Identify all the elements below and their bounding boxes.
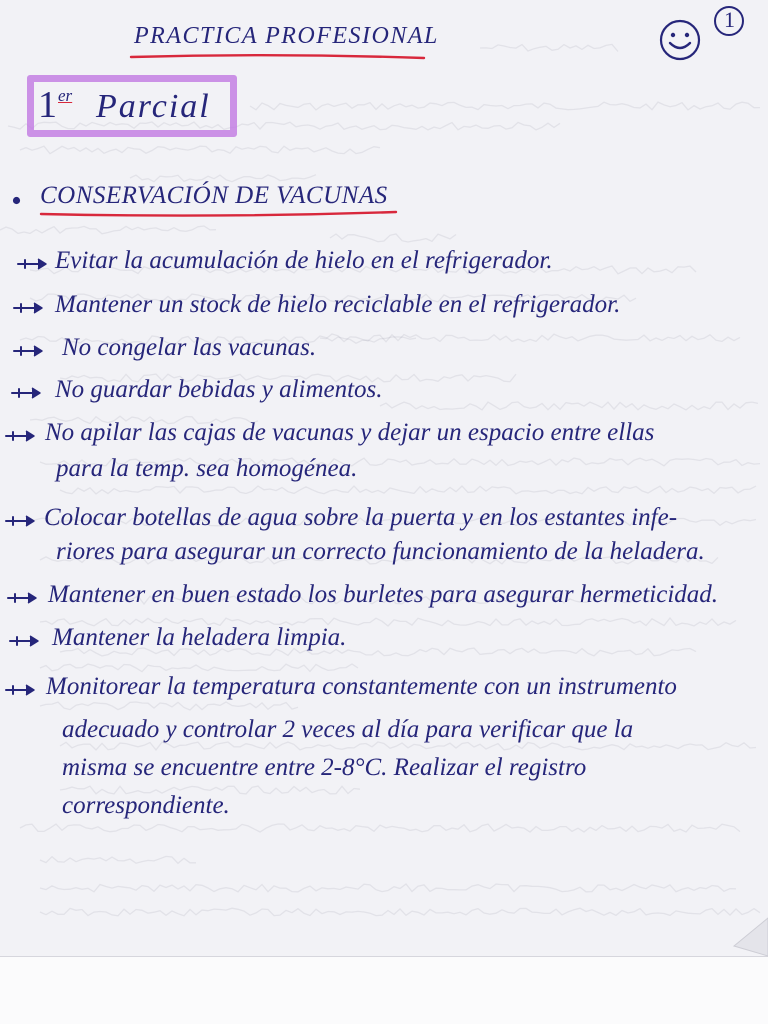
bleed-through-stroke — [250, 102, 760, 110]
section-label: Parcial — [96, 88, 211, 125]
bleed-through-stroke — [130, 175, 316, 182]
topic-underline — [38, 206, 400, 222]
note-line: Evitar la acumulación de hielo en el refrigerador. — [55, 247, 553, 274]
note-line: No apilar las cajas de vacunas y dejar un espacio entre ellas — [45, 419, 655, 446]
note-line: correspondiente. — [62, 792, 230, 819]
arrow-right-icon — [12, 300, 46, 316]
page-number: 1 — [724, 7, 735, 32]
note-line: Mantener en buen estado los burletes para asegurar hermeticidad. — [48, 581, 719, 608]
bleed-through-stroke — [320, 334, 740, 342]
bleed-through-stroke — [380, 402, 758, 410]
section-number: 1 — [38, 84, 57, 126]
bleed-through-stroke — [330, 234, 456, 242]
folded-corner — [700, 900, 768, 960]
bullet-dot-icon — [12, 196, 21, 205]
note-line: adecuado y controlar 2 veces al día para verificar que la — [62, 716, 634, 743]
arrow-right-icon — [16, 256, 50, 272]
note-line: riores para asegurar un correcto funcionamiento de la heladera. — [56, 538, 705, 565]
note-line: para la temp. sea homogénea. — [56, 455, 358, 482]
bleed-through-stroke — [40, 664, 358, 672]
bleed-through-stroke — [20, 824, 740, 832]
arrow-right-icon — [4, 682, 38, 698]
note-line: No guardar bebidas y alimentos. — [55, 376, 383, 403]
bleed-through-stroke — [20, 146, 380, 154]
note-line: Monitorear la temperatura constantemente con un instrumento — [46, 673, 677, 700]
section-number-suffix: er — [58, 86, 73, 105]
title-underline — [128, 48, 428, 64]
arrow-right-icon — [4, 513, 38, 529]
page-title: PRACTICA PROFESIONAL — [134, 23, 439, 49]
smiley-face-icon — [656, 16, 704, 64]
arrow-right-icon — [8, 633, 42, 649]
arrow-right-icon — [12, 343, 46, 359]
note-line: No congelar las vacunas. — [62, 334, 317, 361]
topic-heading: CONSERVACIÓN DE VACUNAS — [40, 182, 388, 209]
bleed-through-stroke — [40, 908, 760, 916]
arrow-right-icon — [4, 428, 38, 444]
arrow-right-icon — [10, 385, 44, 401]
bleed-through-stroke — [40, 884, 736, 892]
bleed-through-stroke — [480, 44, 618, 51]
bleed-through-stroke — [60, 486, 756, 494]
note-line: misma se encuentre entre 2-8°C. Realizar el registro — [62, 754, 587, 781]
note-line: Mantener un stock de hielo reciclable en el refrigerador. — [55, 291, 621, 318]
arrow-right-icon — [6, 590, 40, 606]
note-line: Mantener la heladera limpia. — [52, 624, 347, 651]
bleed-through-stroke — [40, 702, 298, 710]
note-line: Colocar botellas de agua sobre la puerta y en los estantes infe- — [44, 504, 678, 531]
bleed-through-stroke — [0, 226, 216, 234]
bleed-through-stroke — [40, 856, 196, 863]
